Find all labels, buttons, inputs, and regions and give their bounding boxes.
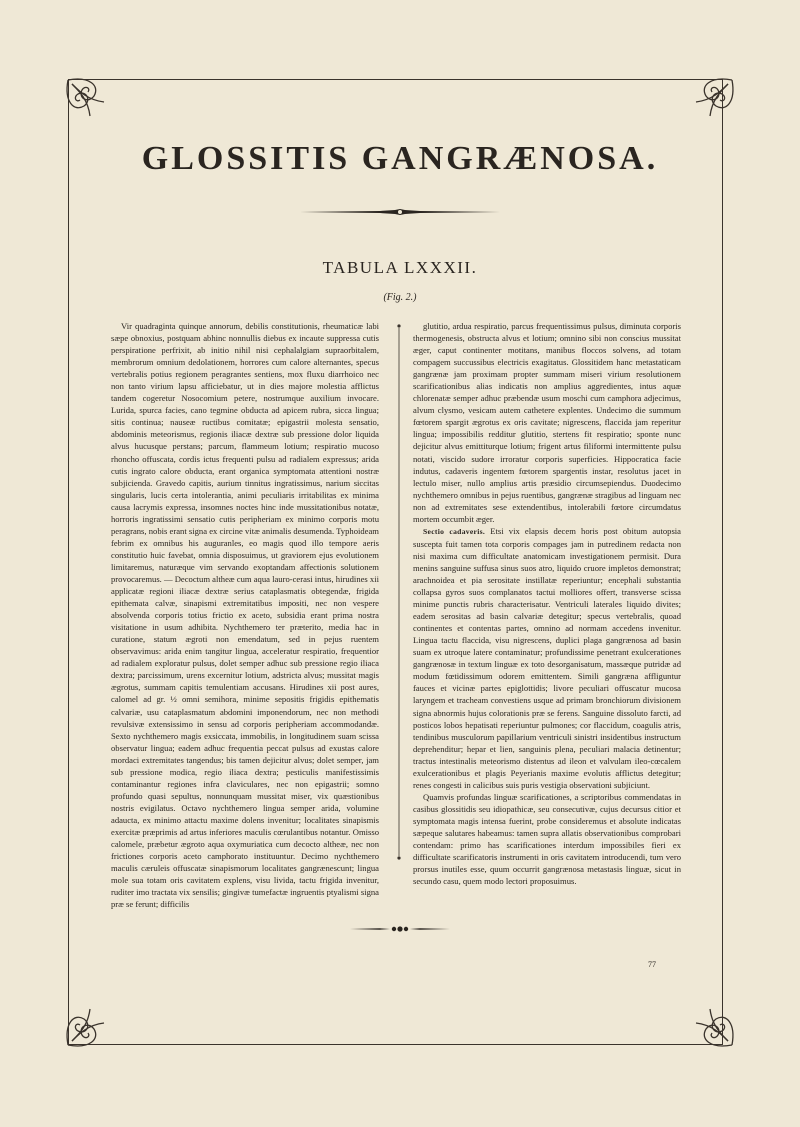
corner-ornament-top-right xyxy=(680,72,740,132)
right-paragraph-clinical: glutitio, ardua respiratio, parcus frequentissimus pulsus, diminuta corporis thermogenesis, obstructa alvus et lotium; omnino sibi non conscius mussitat æger, caput continenter motitans, manibus floccos solvens, ad totam compagem succussibus electricis exagitatus. Glossitidem hanc metastaticam gangrænæ jam proximam propter summam miseri virium resolutionem scarificationibus alias indicatis non amplius aggredientes, intus aquæ chlorenatæ semper adhuc præbendæ usum moschi cum camphora adjecimus, alvum clysmo, vesicam autem cathetere explentes. Undecimo die summum fœtorem spargit ægrotus ex oris cavitate; nigrescens, flaccida jam reperitur lingua; impossibilis redditur glutitio, stertens fit respiratio; sponte nunc dejicitur alvus emittiturque lotium; frigent artus filiformi intermittente pulsu notati, viscido sudore irroratur corporis superficies. Hippocratica facie indutus, cadaveris ingentem fœtorem spargentis instar, resolutus jacet in lectulo miser, nullo amplius artis præsidio circumsepiendus. Duodecimo nychthemero omnibus in pejus ruentibus, gangrænæ stragibus ad linguam nec non ad extremitates sese extendentibus, intolerabili fœtore circumdatus mortem occumbit æger. xyxy=(413,321,681,524)
right-paragraph-autopsy xyxy=(413,525,681,791)
figure-reference: (Fig. 2.) xyxy=(383,292,417,303)
page-number: 77 xyxy=(648,960,656,969)
autopsy-heading: Sectio cadaveris. xyxy=(423,526,486,536)
bottom-ornamental-rule xyxy=(350,924,450,934)
corner-ornament-bottom-right xyxy=(680,993,740,1053)
title-ornamental-rule xyxy=(300,205,500,219)
corner-ornament-top-left xyxy=(60,72,120,132)
autopsy-text: Etsi vix elapsis decem horis post obitum autopsia suscepta fuit tamen tota corporis compages jam in putredinem redacta non nisi maxima cum difficultate anatomicam investigationem permisit. Dura menins sanguine suffusa sinus suos atro, liquido cruore impletos demonstrat; arachnoidea et pia serositate instillatæ reperiuntur; encephali substantia collapsa gyros suos complanatos tactui molliores offert, transverse scissa minime punctis rubris characterisatur. Ventriculi laterales liquido divites; eadem serositas ad basin calvariæ detegitur; specus vertebralis, quoad continentes et contentas partes, omnino ad normam accedens invenitur. Lingua tactu flaccida, visu nigrescens, duplici plaga gangrænosa ad basin suam ex utroque latere contaminatur; profundissime penetrant exulcerationes gangrænosæ in textum linguæ ex toto desorganisatum, massæque putridæ ad modum fœtidissimum odorem emittentem. Simili gangræna affliguntur fauces et vicinæ partes epiglottidis; livore peculiari offuscatur mucosa laryngem et tracheam convestiens usque ad primam bronchiorum divisionem signa abnormis hujus colorationis præ se ferens. Sanguine dissoluto farcti, ad posticos lobos hepatisati reperiuntur pulmones; cor flaccidum, coagulis atris, tendinibus musculorum papillarium ventriculi sinistri insidentibus instructum deprehenditur; hepar et lien, sanguinis plena, peculiari malacia detinentur; tractus intestinalis meteorismo distentus ad ileon et valvulam ileo-cœcalem exulcerationibus et plagis Peyerianis maxime evolutis afflictus detegitur; renes congesti in calicibus suis puris vestigia observationi subjiciunt. xyxy=(413,525,681,790)
page-title: GLOSSITIS GANGRÆNOSA. xyxy=(141,140,659,177)
left-column-paragraph: Vir quadraginta quinque annorum, debilis constitutionis, rheumaticæ labi sæpe obnoxius, postquam abhinc nonnullis diebus ex incaute suppressa cutis perspiratione perfrixit, ab initio nihil nisi cephalalgiam supraorbitalem, membrorum omnium dedolationem, horrores cum calore alternantes, specus vertebralis potius regionem peragrantes sentiens, mox fluxu diarrhoico nec non tanto virium lapsu afficiebatur, ut in dies majore molestia afflictus tandem cogeretur Nosocomium petere, nostrumque auxilium invocare. Lurida, spurca facies, cano tegmine obducta ad apicem rubra, sicca lingua; sitis continua; nauseæ ructibus comitatæ; epigastrii molesta sensatio, abdominis meteorismus, regionis iliacæ dextræ sub pressione dolor liquida alvus hucusque perstans; parcum, flammeum lotium; respiratio mucoso rhoncho offuscata, cordis ictus frequenti pulsu ad radialem expressus; arida cutis ingrato calore obducta, erant organica symptomata attentioni nostræ subjicienda. Gravedo capitis, aurium tinnitus ingratissimus, narium siccitas singularis, lucis certa intolerantia, animi peculiaris irritabilitas ex minima causa lacrymis expressa, insomnes noctes hinc inde mussitationibus notatæ, horroris ingratissimi sensatio cutis peripheriam ex minimo corporis motu peragrans, nobis erant signa ex circine vitæ animalis desumenda. Typhoideam febrim ex omnibus his auguranles, eo magis quod illo tempore aeris constitutio huic favebat, omnia disposuimus, ut graviorem ejus evolutionem limitaremus, naturæque vim servando exoptandam affectionis solutionem provocaremus. — Decoctum altheæ cum aqua lauro-cerasi intus, hirudines xii applicatæ regioni iliacæ dextræ serius cataplasmatis obtegendæ, frigida epithemata calvæ, sinapismi extremitatibus impositi, nec non vespere absolvenda corporis totius frictio ex aceto, subsidia erant prima nostra visitatione in usum adhibita. Nychthemero ter præterito, media hac in curatione, statum ægroti non emendatum, sed in pejus ruentem observavimus: arida enim tangitur lingua, acceleratur respiratio, frequentior ad radialem exploratur pulsus, dolet semper adhuc sub pressione regio iliaca dextra; parcissimum, urens excernitur lotium, adstricta alvus; mussitat magis ægrotus, summam capitis temulentiam accusans. Hirudines xii post aures, calomel ad gr. ½ omni semihora, minime sepositis frigidis epithematis calvariæ, usu cataplasmatum abdomini imponendorum, nec non methodi revulsivæ extensissimo in sensu ad corporis peripheriam accommodandæ. Sexto nychthemero magis exsiccata, immobilis, in longitudinem suam scissa observatur lingua; eadem adhuc frequentia peccat pulsus ad exustas calore mordaci extremitates tangendus; bis tamen dejicitur alvus; dolet semper, jam sub pressione modica, regio iliaca dextra; pesticulis manifestissimis contaminantur regiones infra claviculares, nec non epigastrii; somno profundo quasi sepultus, nonnunquam mussitat miser, vix quæstionibus nostris evigilatus. Octavo nychthemero lingua semper arida, volumine adaucta, ex minimo attactu maxime dolens invenitur; localitates sinapismis exercitæ præprimis ad artus inferiores maculis cœrulantibus notantur. Omisso calomele, præbetur ægroto aqua oxymuriatica cum decocto altheæ, nec non frictiones corporis aceto camphorato instituuntur. Decimo nychthemero maculis cæruleis offuscatæ sinapismorum localitates gangrænescunt; lingua mole sua totam oris cavitatem explens, visu livida, tactu frigida invenitur, ruditer imo tractata vix sensilis; gingivæ tumefactæ ingruentis ptyalismi signa præ se ferunt; difficilis xyxy=(111,321,379,910)
right-paragraph-conclusion: Quamvis profundas linguæ scarificationes, a scriptoribus commendatas in casibus glossitidis seu idiopathicæ, seu consecutivæ, cujus decursus citior et symptomata magis intensa fuerint, probe consideremus et absolute indicatas sæpeque salutares habeamus: tamen supra allatis observationibus comprobari contendam: primo has scarificationes interdum impossibiles fieri ex difficultate scarificatoris instrumenti in oris cavitatem introducendi, tum vero prorsus inutiles esse, quum occurrit gangrænosa metastasis linguæ, sicut in secundo casu, quem modo lectori proposuimus. xyxy=(413,791,681,887)
right-text-column xyxy=(413,320,681,887)
plate-heading: TABULA LXXXII. xyxy=(322,258,478,277)
column-divider xyxy=(397,322,401,862)
left-text-column xyxy=(111,320,379,910)
corner-ornament-bottom-left xyxy=(60,993,120,1053)
